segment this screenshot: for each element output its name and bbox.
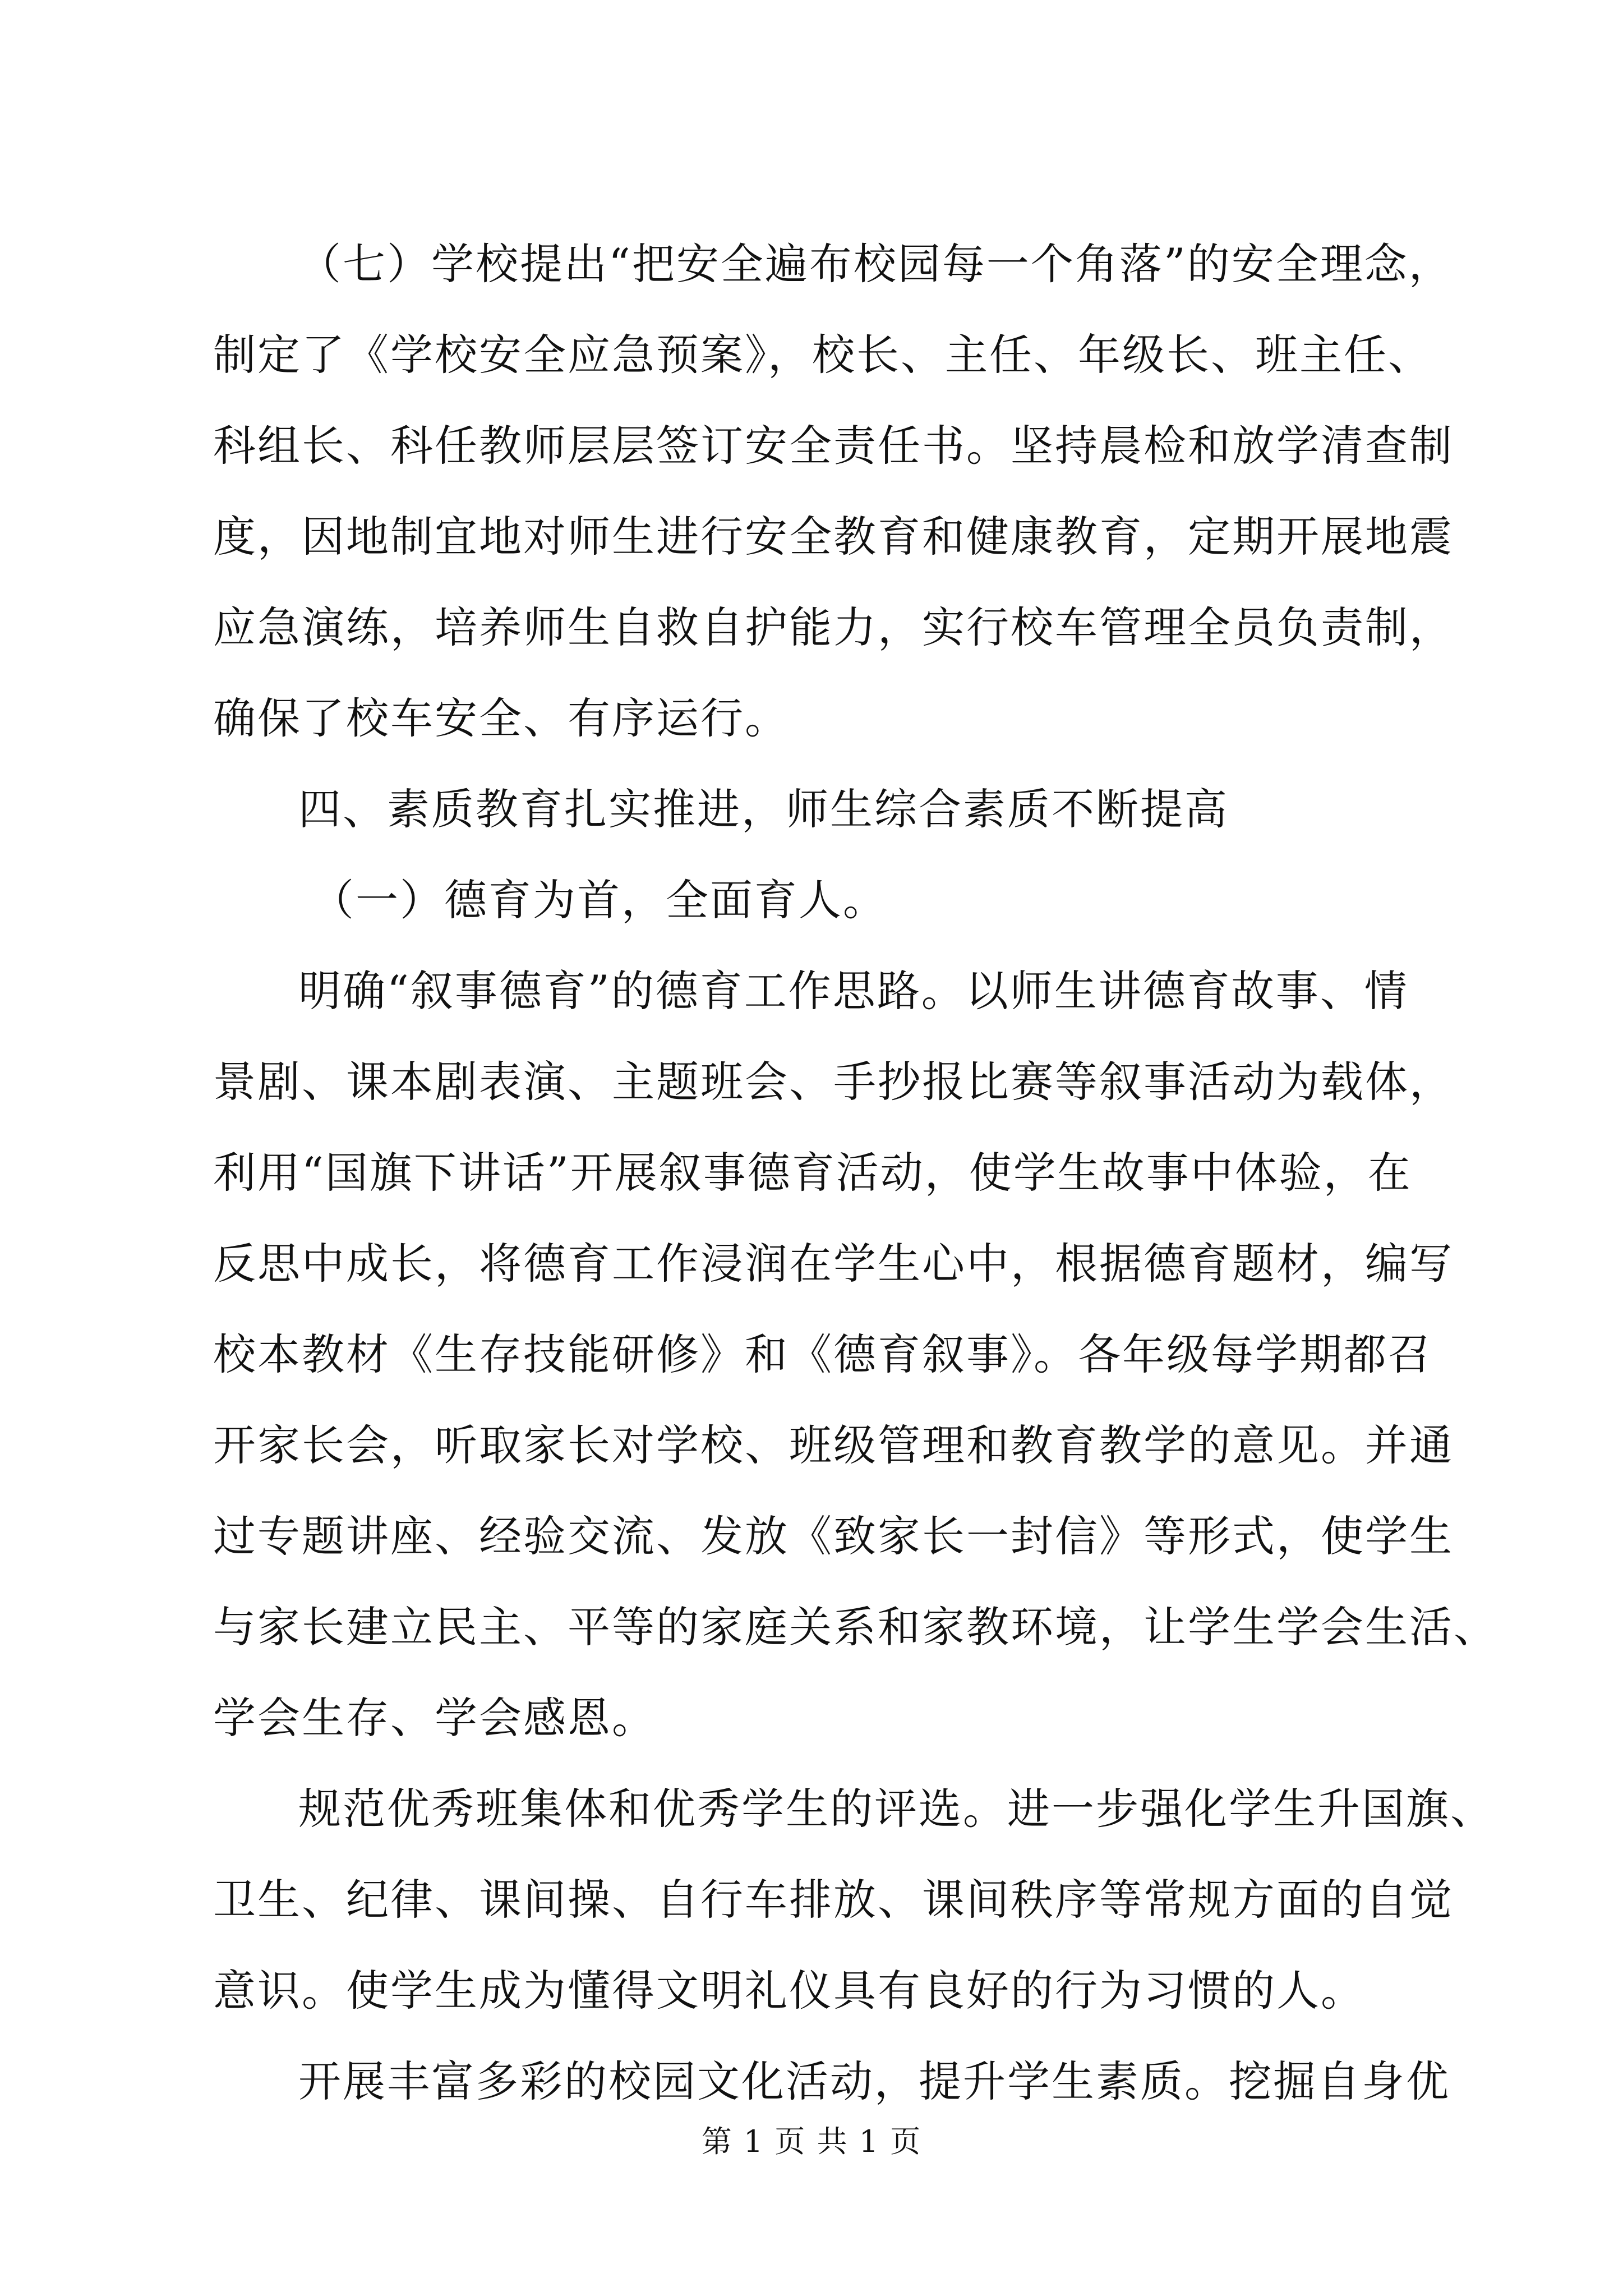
paragraph-line: 明确“叙事德育”的德育工作思路。以师生讲德育故事、情 [298,966,1409,1016]
paragraph-line: 反思中成长，将德育工作浸润在学生心中，根据德育题材，编写 [213,1239,1454,1289]
paragraph-line: （七）学校提出“把安全遍布校园每一个角落”的安全理念， [298,239,1453,289]
document-body [213,219,1498,2127]
paragraph-line: 利用“国旗下讲话”开展叙事德育活动，使学生故事中体验，在 [213,1148,1412,1198]
paragraph-line: 意识。使学生成为懂得文明礼仪具有良好的行为习惯的人。 [213,1966,1365,2016]
subsection-heading: （一）德育为首，全面育人。 [311,875,887,925]
paragraph-line: 过专题讲座、经验交流、发放《致家长一封信》等形式，使学生 [213,1511,1454,1561]
paragraph-line: 校本教材《生存技能研修》和《德育叙事》。各年级每学期都召 [213,1329,1432,1379]
paragraph-line: 制定了《学校安全应急预案》，校长、主任、年级长、班主任、 [213,330,1432,380]
paragraph-line: 确保了校车安全、有序运行。 [213,693,789,743]
paragraph-line: 学会生存、学会感恩。 [213,1693,656,1743]
paragraph-line: 卫生、纪律、课间操、自行车排放、课间秩序等常规方面的自觉 [213,1875,1454,1925]
paragraph-line: 应急演练，培养师生自救自护能力，实行校车管理全员负责制， [213,602,1454,652]
paragraph-line: 景剧、课本剧表演、主题班会、手抄报比赛等叙事活动为载体， [213,1057,1454,1107]
paragraph-line: 开展丰富多彩的校园文化活动，提升学生素质。挖掘自身优 [298,2056,1450,2106]
page-number-footer: 第 1 页 共 1 页 [701,2124,922,2159]
paragraph-line: 规范优秀班集体和优秀学生的评选。进一步强化学生升国旗、 [298,1784,1495,1834]
paragraph-line: 开家长会，听取家长对学校、班级管理和教育教学的意见。并通 [213,1420,1454,1470]
paragraph-line: 与家长建立民主、平等的家庭关系和家教环境，让学生学会生活、 [213,1602,1498,1652]
paragraph-line: 度，因地制宜地对师生进行安全教育和健康教育，定期开展地震 [213,512,1454,562]
paragraph-line: 科组长、科任教师层层签订安全责任书。坚持晨检和放学清查制 [213,421,1454,471]
section-heading: 四、素质教育扎实推进，师生综合素质不断提高 [298,784,1229,834]
